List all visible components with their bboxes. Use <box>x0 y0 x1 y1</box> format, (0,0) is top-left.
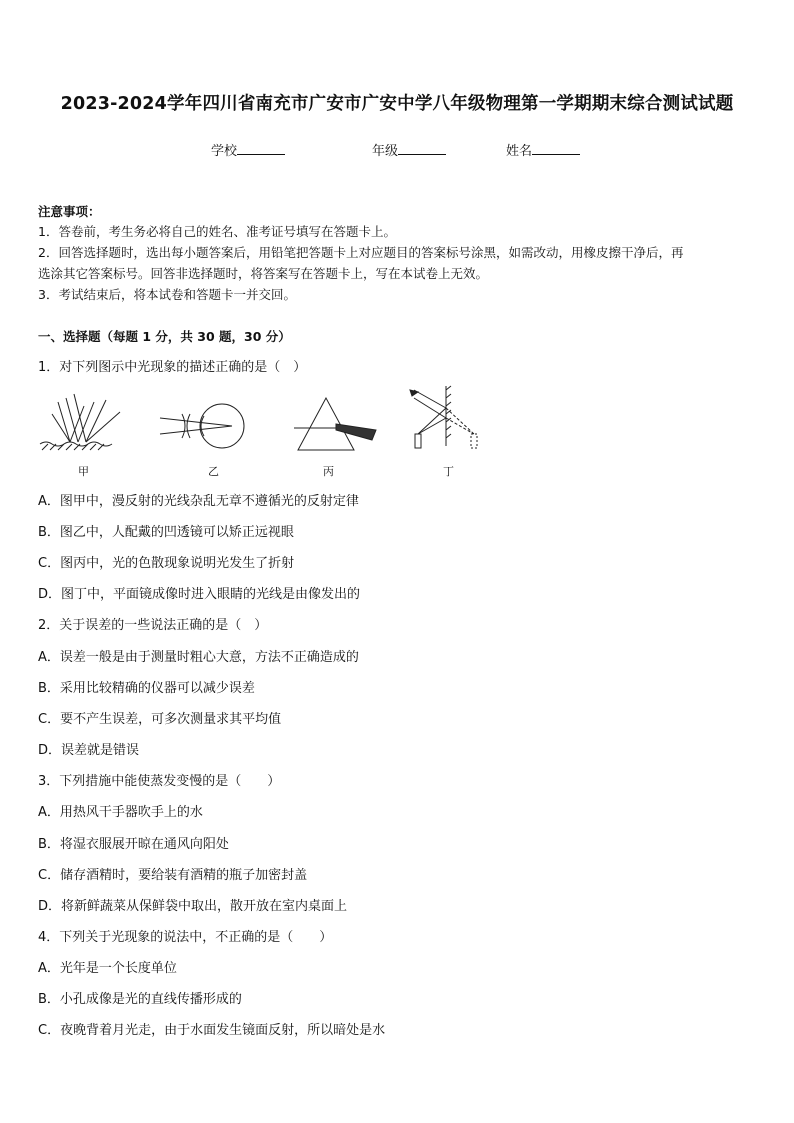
question-stem: 1．对下列图示中光现象的描述正确的是（ ） <box>38 360 307 375</box>
option: A．光年是一个长度单位 <box>38 961 177 976</box>
option: B．小孔成像是光的直线传播形成的 <box>38 992 242 1007</box>
school-blank <box>237 143 285 155</box>
option: C．夜晚背着月光走，由于水面发生镜面反射，所以暗处是水 <box>38 1023 386 1038</box>
school-label: 学校 <box>211 144 238 159</box>
notice-item: 2．回答选择题时，选出每小题答案后，用铅笔把答题卡上对应题目的答案标号涂黑，如需改动，用橡皮擦干净后，再 <box>38 245 684 260</box>
question-stem: 2．关于误差的一些说法正确的是（ ） <box>38 618 268 633</box>
section-heading: 一、选择题（每题 1 分，共 30 题，30 分） <box>38 329 291 344</box>
notice-item: 3．考试结束后，将本试卷和答题卡一并交回。 <box>38 287 296 302</box>
option: A．图甲中，漫反射的光线杂乱无章不遵循光的反射定律 <box>38 494 359 509</box>
notice-item: 选涂其它答案标号。回答非选择题时，将答案写在答题卡上，写在本试卷上无效。 <box>38 266 489 281</box>
name-blank <box>532 143 580 155</box>
option: B．将湿衣服展开晾在通风向阳处 <box>38 837 229 852</box>
option: D．将新鲜蔬菜从保鲜袋中取出，散开放在室内桌面上 <box>38 899 348 914</box>
diffuse-reflection-diagram <box>40 394 120 450</box>
question-stem: 3．下列措施中能使蒸发变慢的是（ ） <box>38 774 281 789</box>
notice-item: 1．答卷前，考生务必将自己的姓名、准考证号填写在答题卡上。 <box>38 224 396 239</box>
option: C．储存酒精时，要给装有酒精的瓶子加密封盖 <box>38 868 308 883</box>
name-field <box>506 140 580 159</box>
option: D．图丁中，平面镜成像时进入眼睛的光线是由像发出的 <box>38 587 361 602</box>
optics-figure <box>36 384 496 479</box>
school-field <box>211 140 285 159</box>
option: B．采用比较精确的仪器可以减少误差 <box>38 681 255 696</box>
page-title: 2023-2024学年四川省南充市广安市广安中学八年级物理第一学期期末综合测试试题 <box>60 94 734 114</box>
mirror-imaging-diagram <box>410 386 477 448</box>
option: C．要不产生误差，可多次测量求其平均值 <box>38 712 282 727</box>
option: A．误差一般是由于测量时粗心大意，方法不正确造成的 <box>38 650 359 665</box>
option: C．图丙中，光的色散现象说明光发生了折射 <box>38 556 295 571</box>
grade-label: 年级 <box>372 144 399 159</box>
option: A．用热风干手器吹手上的水 <box>38 805 203 820</box>
figure-caption-b: 乙 <box>208 465 219 478</box>
notice-heading: 注意事项： <box>38 204 101 219</box>
prism-diagram <box>294 398 376 450</box>
option: B．图乙中，人配戴的凹透镜可以矫正远视眼 <box>38 525 294 540</box>
figure-caption-c: 丙 <box>323 465 334 478</box>
question-stem: 4．下列关于光现象的说法中，不正确的是（ ） <box>38 930 333 945</box>
figure-caption-d: 丁 <box>443 465 454 478</box>
figure-caption-a: 甲 <box>78 465 89 478</box>
grade-blank <box>398 143 446 155</box>
eye-lens-diagram <box>160 404 244 448</box>
name-label: 姓名 <box>506 144 533 159</box>
grade-field <box>372 140 446 159</box>
option: D．误差就是错误 <box>38 743 140 758</box>
